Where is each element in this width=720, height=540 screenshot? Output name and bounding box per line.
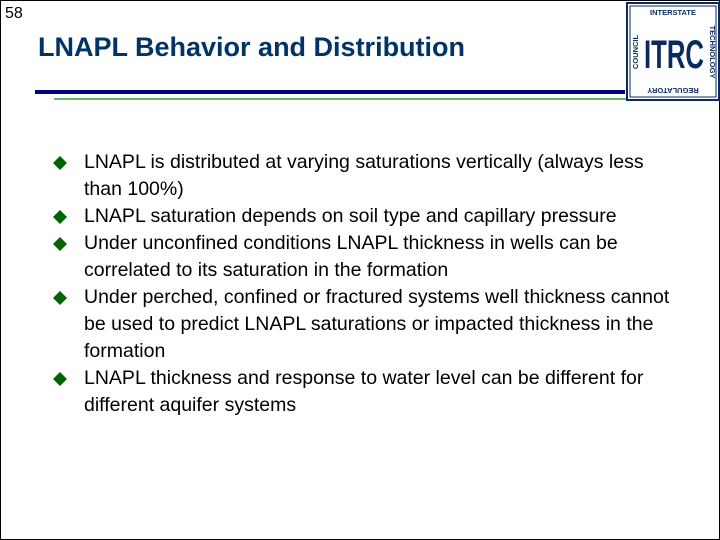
logo-text-top: INTERSTATE xyxy=(650,8,696,17)
list-item xyxy=(53,230,673,284)
bullet-text: LNAPL is distributed at varying saturations vertically (always less than 100%) xyxy=(84,151,644,200)
bullet-text: LNAPL thickness and response to water level can be different for different aquifer systems xyxy=(84,367,644,416)
diamond-bullet-icon xyxy=(53,156,67,170)
diamond-bullet-icon xyxy=(53,210,67,224)
bullet-list xyxy=(53,149,673,419)
slide-title: LNAPL Behavior and Distribution xyxy=(38,32,466,62)
logo-text-right: TECHNOLOGY xyxy=(708,25,717,79)
title-accent-line xyxy=(54,98,714,100)
list-item xyxy=(53,284,673,365)
logo-text-bottom: REGULATORY xyxy=(647,86,699,95)
diamond-bullet-icon xyxy=(53,372,67,386)
bullet-text: Under perched, confined or fractured systems well thickness cannot be used to predict LNAPL saturations or impacted thickness in the formation xyxy=(84,286,670,362)
list-item xyxy=(53,149,673,203)
list-item xyxy=(53,203,673,230)
logo-text-left: COUNCIL xyxy=(631,34,640,70)
list-item xyxy=(53,365,673,419)
diamond-bullet-icon xyxy=(53,291,67,305)
bullet-text: Under unconfined conditions LNAPL thickness in wells can be correlated to its saturation in the formation xyxy=(84,232,618,281)
bullet-text: LNAPL saturation depends on soil type and capillary pressure xyxy=(84,205,617,227)
diamond-bullet-icon xyxy=(53,237,67,251)
logo-main-text: ITRC xyxy=(644,33,704,77)
title-underline xyxy=(35,90,625,94)
itrc-logo xyxy=(626,2,720,101)
slide-number: 58 xyxy=(5,5,23,22)
